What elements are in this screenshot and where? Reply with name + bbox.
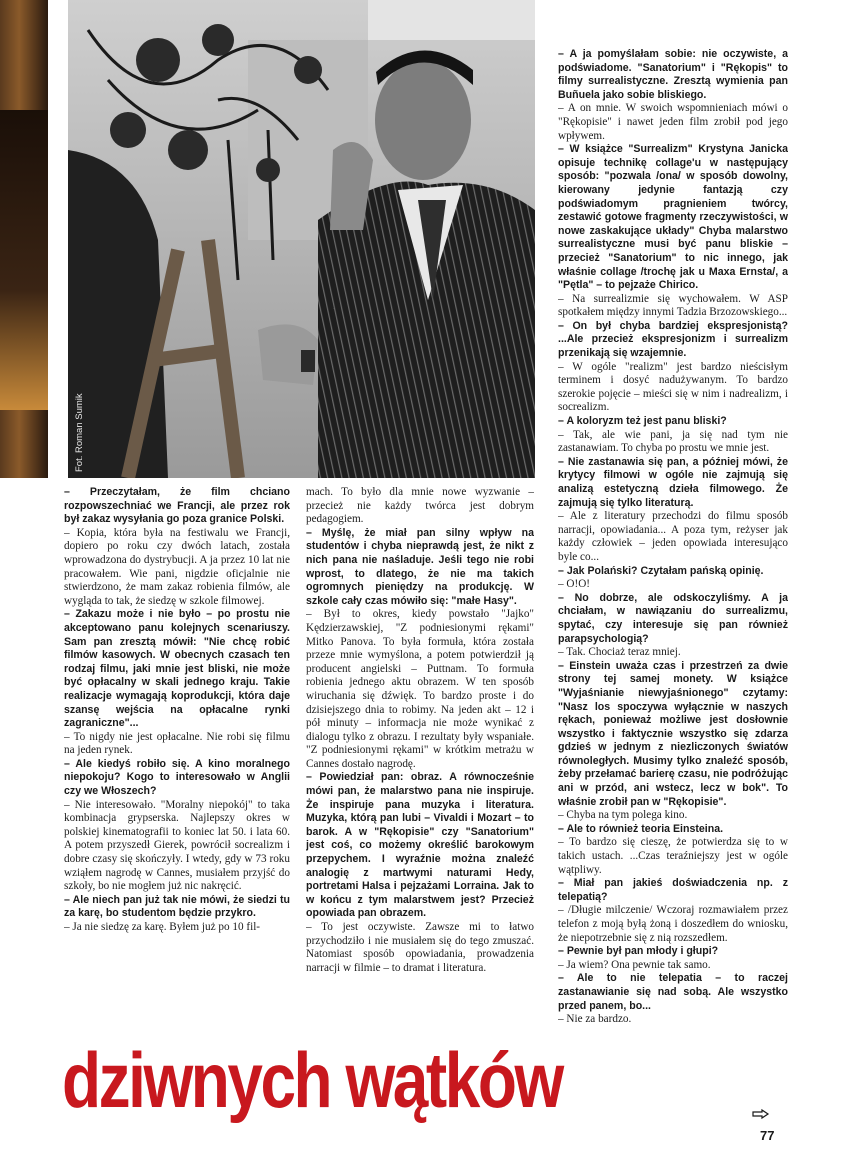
interview-answer: – Tak, ale wie pani, ja się nad tym nie zastanawiam. To chyba po prostu we mnie jest. [558,428,788,455]
interview-question: – A koloryzm też jest panu bliski? [558,415,727,428]
interview-question: – Myślę, że miał pan silny wpływ na studentów i chyba nieprawdą jest, że nikt z nich pana nie naśladuje. Jeśli tego nie robi wprost, to dlatego, że nie ma takich ogromnych pieniędzy na produkcję. W szkole cały czas mówiło się: "małe Hasy". [306,526,534,607]
article-column-1 [64,486,290,1006]
interview-question: – Pewnie był pan młody i głupi? [558,945,719,958]
interview-question: – Ale niech pan już tak nie mówi, że siedzi tu za karę, bo studentom będzie przykro. [64,893,290,920]
interview-answer: – O!O! [558,578,591,591]
article-column-3 [558,48,788,1128]
interview-answer: – Ja nie siedzę za karę. Byłem już po 10 fil- [64,921,261,933]
interview-question: – On był chyba bardziej ekspresjonistą? ...Ale przecież ekspresjonizm i surrealizm przenikają się wzajemnie. [558,319,788,360]
interview-answer: – Ale z literatury przechodzi do filmu sposób narracji, opowiadania... A poza tym, reżyser jak każdy człowiek – jeden opowiada interesująco byle co... [558,510,788,563]
interview-question: – No dobrze, ale odskoczyliśmy. A ja chciałam, w nawiązaniu do surrealizmu, spytać, czy interesuje się pan również parapsychologią? [558,591,788,645]
man-in-pinstripe-suit-icon [68,0,535,478]
interview-question: – W książce "Surrealizm" Krystyna Janicka opisuje technikę collage'u w następujący sposób: "pozwala /ona/ w sposób dowolny, kierowany jedynie fantazją czy podświadomym pragnieniem twórcy, zestawić gotowe fragmenty rzeczywistości, w nowe zaskakujące układy" Chyba malarstwo surrealistyczne musi być panu bliskie – przecież "Sanatorium" to nic innego, jak właśnie collage /trochę jak u Maxa Ernsta/, a "Pętla" – to pejzaże Chirico. [558,143,788,292]
interview-answer: – Był to okres, kiedy powstało "Jajko" Kędzierzawskiej, "Z podniesionymi rękami" Mitko Panova. To była formuła, która została przeze mnie wymyślona, a potem potwierdził ją producent angielski – Puttnam. To formuła robienia jednego aktu obrazem. W ten sposób wiruchania się dźwięk. To bardzo proste i do dzisiejszego dnia to robimy. Na jeden akt – 12 i pół minuty – informacja nie może wynikać z dialogu tylko z obrazu. I rezultaty były wspaniałe. "Z podniesionymi rękami" w krótkim metrażu w Cannes dostało nagrodę. [306,608,534,770]
interview-answer: – Nie interesowało. "Moralny niepokój" to taka kombinacja grypserska. Najlepszy okres w polskiej kinematografii to koniec lat 50. i lata 60. A potem przyszedł Gierek, powrócił socrealizm i dobre czasy się skończyły. I wtedy, gdy w 73 roku wziąłem nagrodę w Cannes, musiałem przyjść do szkoły, bo nie mogłem już nic nakręcić. [64,798,290,893]
interview-answer: – Na surrealizmie się wychowałem. W ASP spotkałem między innymi Tadzia Brzozowskiego... [558,292,788,319]
article-column-2 [306,486,534,1006]
interview-answer: – Nie za bardzo. [558,1013,632,1026]
interview-answer: – To nigdy nie jest opłacalne. Nie robi się filmu na jeden rynek. [64,730,290,757]
interview-question: – Zakazu może i nie było – po prostu nie akceptowano panu kolejnych scenariuszy. Sam pan zresztą mówił: "Nie chcę robić filmów kasowych. W obecnych czasach ten rodzaj filmu, jaki mnie jest bliski, nie może być opłacalny w skali jednego kraju. Takie realizacje wymagają koprodukcji, która daje szansę wejścia na opłacalne rynki zagraniczne"... [64,608,290,730]
interview-question: – Ale to nie telepatia – to raczej zastanawianie się nad sobą. Ale wszystko przed panem, bo... [558,972,788,1012]
interview-question: – A ja pomyślałam sobie: nie oczywiste, a podświadome. "Sanatorium" i "Rękopis" to filmy surrealistyczne. Zresztą wymienia pan Buñuela jako sobie bliskiego. [558,48,788,101]
interview-answer: – A on mnie. W swoich wspomnieniach mówi o "Rękopisie" i nawet jeden film zrobił pod jego wpływem. [558,102,788,142]
interview-question: – Ale to również teoria Einsteina. [558,822,724,835]
interview-question: – Nie zastanawia się pan, a później mówi, że krytycy filmowi w ogóle nie zajmują się analizą estetyczną dzieła filmowego. Że zajmują się tylko literaturą. [558,455,788,509]
interview-question: – Einstein uważa czas i przestrzeń za dwie strony tej samej monety. W książce "Wyjaśnianie niewyjaśnionego" czytamy: "Nasz los spoczywa wyłącznie w naszych rękach, ponieważ możliwe jest dosłownie wszystko i faktycznie wszystko się zdarza gdzieś w jednym z niezliczonych światów równoległych. Musimy tylko znaleźć sposób, żeby przełamać barierę czasu, nie podróżując ani w przód, ani wstecz, lecz w bok". To właśnie zrobił pan w "Rękopisie". [558,659,788,808]
article-photo [68,0,535,478]
interview-answer: – W ogóle "realizm" jest bardzo nieścisłym terminem i dosyć nadużywanym. To bardzo szerokie pojęcie – mieści się w nim i nadrealizm, i socrealizm. [558,360,788,414]
previous-page-image-strip [0,110,48,410]
interview-answer: – /Długie milczenie/ Wczoraj rozmawiałem przez telefon z moją byłą żoną i doszedłem do wniosku, że niepotrzebnie się z nią rozszedłem. [558,904,788,944]
interview-answer: – Tak. Chociaż teraz mniej. [558,646,681,659]
previous-page-edge [0,0,48,478]
interview-answer: – Chyba na tym polega kino. [558,809,688,822]
article-headline: dziwnych wątków [62,1036,562,1124]
photo-credit: Fot. Roman Sumik [74,393,85,472]
interview-answer: – To jest oczywiste. Zawsze mi to łatwo przychodziło i nie musiałem się do tego zmuszać. Natomiast sposób opowiadania, prowadzenia narracji w filmie – to dramat i literatura. [306,921,534,974]
interview-question: – Miał pan jakieś doświadczenia np. z telepatią? [558,877,788,903]
interview-answer: mach. To było dla mnie nowe wyzwanie – przecież nie każdy twórca jest dobrym pedagogiem. [306,486,534,526]
interview-question: – Powiedział pan: obraz. A równocześnie mówi pan, że malarstwo pana nie inspiruje. Że inspiruje pana muzyka i literatura. Muzyka, którą pan lubi – Vivaldi i Mozart – to barok. A w "Rękopisie" czy "Sanatorium" jest coś, co możemy określić barokowym przepychem. I wyraźnie można znaleźć analogię z martwymi naturami Hedy, portretami Halsa i pejzażami Lorraina. Jak to w końcu z tym malarstwem jest? Przecież opowiada pan obrazem. [306,771,534,920]
page-number: 77 [760,1128,775,1143]
interview-question: – Przeczytałam, że film chciano rozpowszechniać we Francji, ale przez rok był zakaz wysyłania go poza granice Polski. [64,486,290,526]
interview-answer: – Ja wiem? Ona pewnie tak samo. [558,958,711,971]
interview-question: – Jak Polański? Czytałam pańską opinię. [558,564,764,577]
interview-answer: – Kopia, która była na festiwalu we Francji, dopiero po roku czy dwóch latach, została wprowadzona do dystrybucji. A ja przez 10 lat nie pracowałem. Wie pani, nigdzie oficjalnie nie stwierdzono, że mam zakaz robienia filmów, ale wygląda to tak, że siedzę w szkole filmowej. [64,526,290,607]
interview-answer: – To bardzo się cieszę, że potwierdza się to w takich ustach. ...Czas teraźniejszy jest w ogóle wątpliwy. [558,836,788,876]
pointing-hand-icon [752,1108,770,1122]
interview-question: – Ale kiedyś robiło się. A kino moralnego niepokoju? Kogo to interesowało w Anglii czy we Włoszech? [64,757,290,798]
